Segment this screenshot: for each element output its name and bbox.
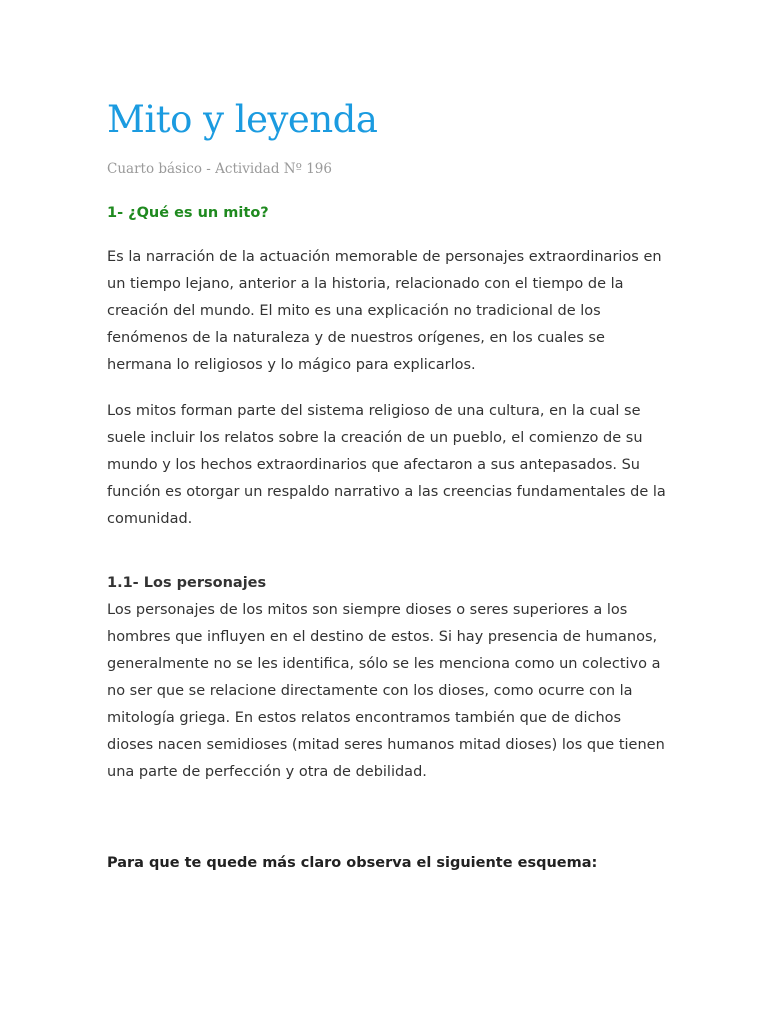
paragraph-characters: Los personajes de los mitos son siempre dioses o seres superiores a los hombres que influyen en el destino de estos. Si hay presencia de humanos, generalmente no se les identifica, sólo se les menciona como un colectivo a no ser que se relacione directamente con los dioses, como ocurre con la mitología griega. En estos relatos encontramos también que de dichos dioses nacen semidioses (mitad seres humanos mitad dioses) los que tienen una parte de perfección y otra de debilidad. [107, 602, 665, 780]
page-title: Mito y leyenda [107, 98, 378, 141]
subsection-heading: 1.1- Los personajes [107, 575, 267, 591]
closing-instruction: Para que te quede más claro observa el siguiente esquema: [107, 855, 598, 871]
paragraph-religious-system: Los mitos forman parte del sistema religioso de una cultura, en la cual se suele incluir los relatos sobre la creación de un pueblo, el comienzo de su mundo y los hechos extraordinarios que afectaron a sus antepasados. Su función es otorgar un respaldo narrativo a las creencias fundamentales de la comunidad. [107, 403, 666, 527]
page-subtitle: Cuarto básico - Actividad Nº 196 [107, 161, 332, 177]
paragraph-definition: Es la narración de la actuación memorable de personajes extraordinarios en un tiempo lejano, anterior a la historia, relacionado con el tiempo de la creación del mundo. El mito es una explicación no tradicional de los fenómenos de la naturaleza y de nuestros orígenes, en los cuales se hermana lo religiosos y lo mágico para explicarlos. [107, 249, 662, 373]
section-heading: 1- ¿Qué es un mito? [107, 205, 269, 221]
